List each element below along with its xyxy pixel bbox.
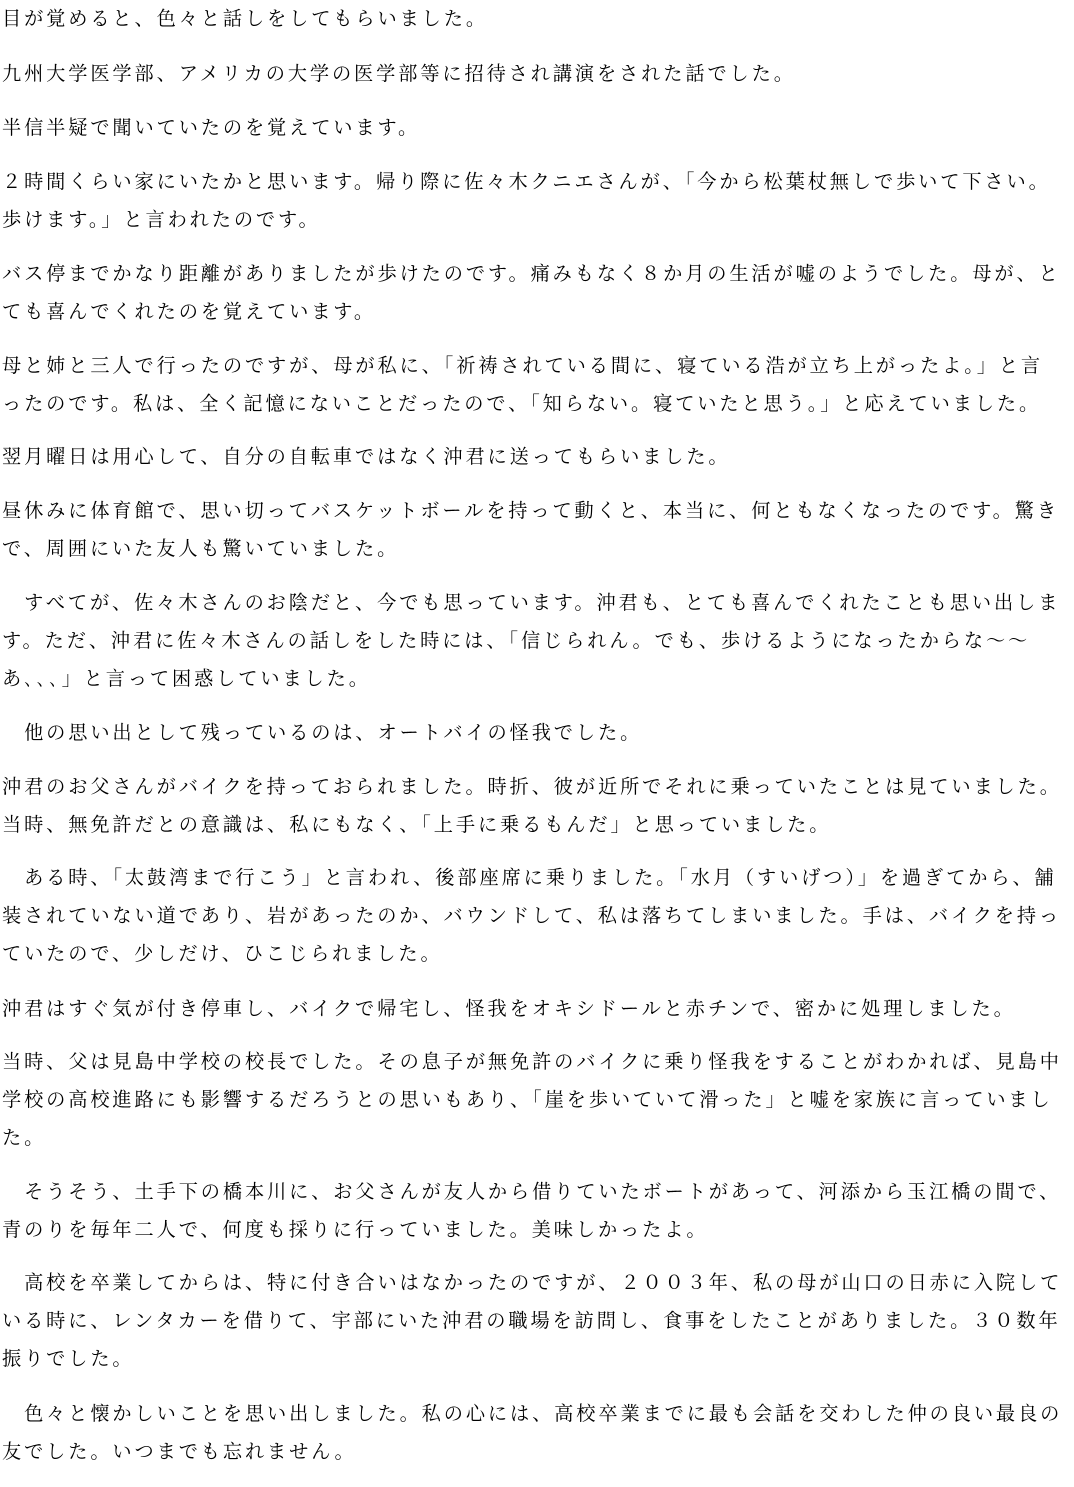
paragraph-17: 色々と懐かしいことを思い出しました。私の心には、高校卒業までに最も会話を交わした仲の良い最良の友でした。いつまでも忘れません。 <box>2 1402 1063 1463</box>
paragraph-13: 沖君はすぐ気が付き停車し、バイクで帰宅し、怪我をオキシドールと赤チンで、密かに処理しました。 <box>2 997 1016 1020</box>
paragraph-12: ある時、「太鼓湾まで行こう」と言われ、後部座席に乗りました。「水月（すいげつ）」を過ぎてから、舗装されていない道であり、岩があったのか、バウンドして、私は落ちてしまいました。手は、バイクを持っていたので、少しだけ、ひこじられました。 <box>2 866 1062 965</box>
paragraph-3: 半信半疑で聞いていたのを覚えています。 <box>2 116 421 139</box>
paragraph-15: そうそう、土手下の橋本川に、お父さんが友人から借りていたボートがあって、河添から玉江橋の間で、青のりを毎年二人で、何度も採りに行っていました。美味しかったよ。 <box>2 1180 1062 1241</box>
paragraph-4: ２時間くらい家にいたかと思います。帰り際に佐々木クニエさんが、「今から松葉杖無しで歩いて下さい。歩けます。」と言われたのです。 <box>2 170 1051 231</box>
paragraph-8: 昼休みに体育館で、思い切ってバスケットボールを持って動くと、本当に、何ともなくなったのです。驚きで、周囲にいた友人も驚いていました。 <box>2 499 1059 560</box>
paragraph-6: 母と姉と三人で行ったのですが、母が私に、「祈祷されている間に、寝ている浩が立ち上がったよ。」と言ったのです。私は、全く記憶にないことだったので、「知らない。寝ていたと思う。」と応えていました。 <box>2 354 1043 415</box>
paragraph-2: 九州大学医学部、アメリカの大学の医学部等に招待され講演をされた話でした。 <box>2 62 796 85</box>
paragraph-11: 沖君のお父さんがバイクを持っておられました。時折、彼が近所でそれに乗っていたことは見ていました。当時、無免許だとの意識は、私にもなく、「上手に乗るもんだ」と思っていました。 <box>2 775 1062 836</box>
paragraph-7: 翌月曜日は用心して、自分の自転車ではなく沖君に送ってもらいました。 <box>2 445 731 468</box>
paragraph-1: 目が覚めると、色々と話しをしてもらいました。 <box>2 7 488 30</box>
paragraph-16: 高校を卒業してからは、特に付き合いはなかったのですが、２００３年、私の母が山口の日赤に入院している時に、レンタカーを借りて、宇部にいた沖君の職場を訪問し、食事をしたことがありました。３０数年振りでした。 <box>2 1271 1063 1370</box>
paragraph-9: すべてが、佐々木さんのお陰だと、今でも思っています。沖君も、とても喜んでくれたことも思い出します。ただ、沖君に佐々木さんの話しをした時には、「信じられん。でも、歩けるようになったからな～～あ､､､」と言って困惑していました。 <box>2 591 1061 690</box>
paragraph-5: バス停までかなり距離がありましたが歩けたのです。痛みもなく８か月の生活が嘘のようでした。母が、とても喜んでくれたのを覚えています。 <box>2 262 1061 323</box>
paragraph-10: 他の思い出として残っているのは、オートバイの怪我でした。 <box>2 721 643 744</box>
paragraph-14: 当時、父は見島中学校の校長でした。その息子が無免許のバイクに乗り怪我をすることがわかれば、見島中学校の高校進路にも影響するだろうとの思いもあり、「崖を歩いていて滑った」と嘘を家族に言っていました。 <box>2 1050 1062 1149</box>
